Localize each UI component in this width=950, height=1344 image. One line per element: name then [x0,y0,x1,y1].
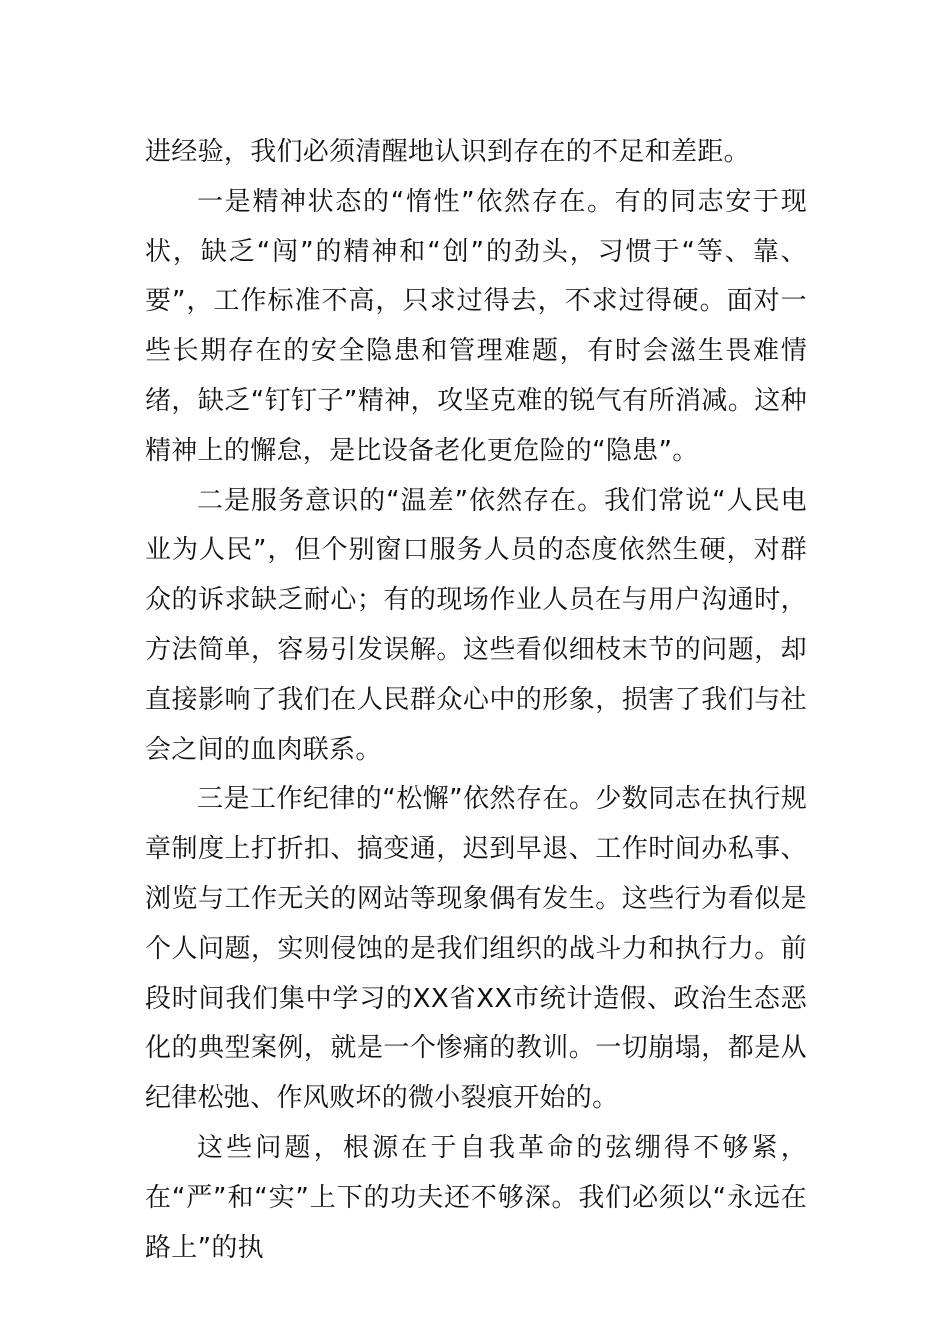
paragraph-spiritual-inertia: 一是精神状态的“惰性”依然存在。有的同志安于现状，缺乏“闯”的精神和“创”的劲头，习惯于“等、靠、要”，工作标准不高，只求过得去，不求过得硬。面对一些长期存在的安全隐患和管理难题，有时会滋生畏难情绪，缺乏“钉钉子”精神，攻坚克难的锐气有所消减。这种精神上的懈怠，是比设备老化更危险的“隐患”。 [145,186,807,466]
document-body [145,128,807,1273]
paragraph-work-discipline: 三是工作纪律的“松懈”依然存在。少数同志在执行规章制度上打折扣、搞变通，迟到早退、工作时间办私事、浏览与工作无关的网站等现象偶有发生。这些行为看似是个人问题，实则侵蚀的是我们组织的战斗力和执行力。前段时间我们集中学习的XX省XX市统计造假、政治生态恶化的典型案例，就是一个惨痛的教训。一切崩塌，都是从纪律松弛、作风败坏的微小裂痕开始的。 [145,784,807,1114]
paragraph-root-cause: 这些问题，根源在于自我革命的弦绷得不够紧，在“严”和“实”上下的功夫还不够深。我们必须以“永远在路上”的执 [145,1132,807,1263]
paragraph-continued-intro: 进经验，我们必须清醒地认识到存在的不足和差距。 [145,137,750,167]
paragraph-service-awareness: 二是服务意识的“温差”依然存在。我们常说“人民电业为人民”，但个别窗口服务人员的态度依然生硬，对群众的诉求缺乏耐心；有的现场作业人员在与用户沟通时，方法简单，容易引发误解。这些看似细枝末节的问题，却直接影响了我们在人民群众心中的形象，损害了我们与社会之间的血肉联系。 [145,485,807,765]
